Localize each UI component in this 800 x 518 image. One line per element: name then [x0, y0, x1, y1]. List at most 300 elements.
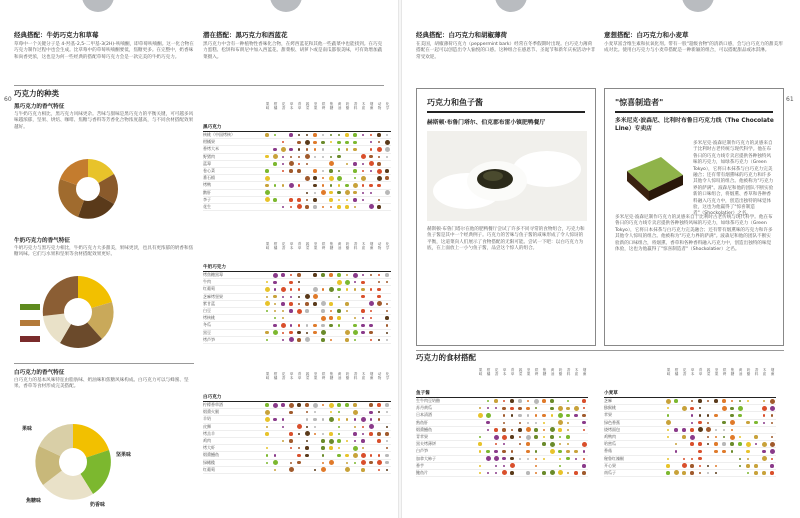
matrix-column-label: 蔬菜: [306, 242, 310, 250]
matrix-dot: [319, 175, 327, 182]
matrix-dot: [287, 466, 295, 473]
matrix-column-label: 动物: [378, 242, 382, 250]
matrix-dot: [351, 423, 359, 430]
matrix-dot: [295, 308, 303, 315]
matrix-dot: [375, 168, 383, 175]
matrix-dot: [476, 412, 484, 419]
divider: [14, 363, 194, 364]
matrix-dot: [752, 455, 760, 462]
caviar-photo: [427, 131, 587, 221]
matrix-dot: [271, 293, 279, 300]
matrix-column-label: 香料: [354, 242, 358, 250]
matrix-column-label: 焦糖: [731, 368, 735, 376]
page-number-left: 60: [4, 96, 12, 103]
matrix-dot: [383, 189, 391, 196]
matrix-dot: [359, 300, 367, 307]
matrix-dot: [367, 459, 375, 466]
matrix-dot: [508, 448, 516, 455]
matrix-dot: [327, 182, 335, 189]
matrix-dot: [359, 132, 367, 139]
milk-body: 牛奶巧克力与黑巧克力相比，牛奶巧克力大多甜美，果味更淡，也具有更浓郁的奶香和焦糖风味。它们与水果和坚果等食材搭配效果更好。: [14, 246, 194, 258]
white-body: 白巧克力的基本风味特征由脂肪味、奶油味和焦糖风味构成。白巧克力可以与蜂蜜、坚果、香草等食材形成完美搭配。: [14, 378, 189, 390]
matrix-dot: [311, 272, 319, 279]
matrix-dot: [263, 189, 271, 196]
page-tab-circle: [495, 0, 527, 12]
matrix-dot: [343, 336, 351, 343]
tip-classic-pairing-2: [416, 30, 596, 61]
matrix-dot: [367, 300, 375, 307]
matrix-dot: [383, 300, 391, 307]
matrix-dot: [508, 455, 516, 462]
matrix-dot: [327, 308, 335, 315]
matrix-dot: [303, 402, 311, 409]
matrix-dot: [335, 175, 343, 182]
matrix-row: [604, 470, 776, 477]
matrix-dot: [287, 160, 295, 167]
matrix-dot: [760, 469, 768, 476]
matrix-column-label: 黄油: [739, 368, 743, 376]
matrix-dot: [572, 441, 580, 448]
matrix-dot: [359, 272, 367, 279]
matrix-dot: [311, 459, 319, 466]
matrix-dot: [383, 203, 391, 210]
matrix-column-label: 奶酪: [346, 102, 350, 110]
matrix-dot: [319, 315, 327, 322]
matrix-dot: [327, 175, 335, 182]
matrix-dot: [311, 452, 319, 459]
matrix-dot: [564, 434, 572, 441]
matrix-dot: [319, 286, 327, 293]
matrix-dot: [532, 405, 540, 412]
matrix-dot: [351, 132, 359, 139]
matrix-dot: [383, 279, 391, 286]
matrix-dot: [279, 146, 287, 153]
matrix-dot: [375, 196, 383, 203]
matrix-dot: [375, 416, 383, 423]
matrix-dot: [375, 329, 383, 336]
matrix-column-label: 蔬菜: [306, 102, 310, 110]
matrix-dot: [383, 416, 391, 423]
matrix-dot: [375, 315, 383, 322]
book-spine: [398, 0, 402, 518]
matrix-column-label: 焦糖: [330, 372, 334, 380]
matrix-dot: [696, 448, 704, 455]
matrix-dot: [271, 336, 279, 343]
matrix-dot: [287, 132, 295, 139]
matrix-dot: [343, 445, 351, 452]
matrix-dot: [319, 293, 327, 300]
matrix-row-label: 红葡萄: [203, 466, 215, 472]
matrix-dot: [680, 469, 688, 476]
matrix-row-label: 烟熏火腿: [203, 409, 219, 415]
matrix-dot: [367, 132, 375, 139]
matrix-dot: [580, 462, 588, 469]
matrix-dot: [287, 438, 295, 445]
matrix-dot: [664, 448, 672, 455]
matrix-dot: [271, 300, 279, 307]
matrix-dot: [540, 462, 548, 469]
matrix-dot: [335, 329, 343, 336]
matrix-dot: [287, 315, 295, 322]
matrix-dot: [311, 139, 319, 146]
matrix-dot: [295, 182, 303, 189]
matrix-dot: [672, 455, 680, 462]
matrix-dot: [688, 419, 696, 426]
matrix-dot: [375, 452, 383, 459]
matrix-dot: [279, 315, 287, 322]
matrix-column-label: 香料: [354, 102, 358, 110]
matrix-dot: [279, 445, 287, 452]
matrix-dot: [263, 308, 271, 315]
matrix-dot: [484, 426, 492, 433]
matrix-dot: [680, 405, 688, 412]
matrix-dot: [319, 445, 327, 452]
matrix-row-label: 番石榴: [203, 175, 215, 181]
matrix-row-label: 紫甘蓝: [203, 300, 215, 306]
matrix-dot: [484, 398, 492, 405]
matrix-dot: [303, 286, 311, 293]
matrix-dot: [500, 469, 508, 476]
matrix-dot: [287, 153, 295, 160]
matrix-dot: [752, 419, 760, 426]
matrix-dot: [580, 434, 588, 441]
matrix-dot: [572, 462, 580, 469]
tip-body: 在美国，胡椒薄荷巧克力（peppermint bark）经常在冬季假期时出现。白巧克力薄荷搭配在一起可以创造出令人愉悦的口感。这种组合在感恩节、圣诞节和新年庆祝活动中非常受欢迎。: [416, 42, 596, 60]
matrix-dot: [712, 441, 720, 448]
matrix-dot: [327, 139, 335, 146]
matrix-dot: [335, 423, 343, 430]
matrix-dot: [524, 455, 532, 462]
matrix-dot: [704, 426, 712, 433]
matrix-dot: [768, 462, 776, 469]
matrix-column-label: 烟熏: [771, 368, 775, 376]
matrix-dot: [287, 300, 295, 307]
matrix-dot: [572, 448, 580, 455]
matrix-dot: [287, 452, 295, 459]
matrix-dot: [516, 419, 524, 426]
matrix-dot: [476, 398, 484, 405]
matrix-dot: [752, 448, 760, 455]
matrix-dot: [580, 426, 588, 433]
matrix-dot: [760, 455, 768, 462]
matrix-dot: [327, 315, 335, 322]
matrix-dot: [343, 329, 351, 336]
matrix-row-label: 核桃（中国烤核）: [203, 132, 235, 138]
matrix-dot: [383, 160, 391, 167]
matrix-dot: [367, 189, 375, 196]
matrix-header: [263, 240, 391, 262]
matrix-dot: [367, 466, 375, 473]
matrix-dot: [492, 448, 500, 455]
matrix-dot: [263, 438, 271, 445]
matrix-dot: [672, 398, 680, 405]
matrix-dot: [484, 434, 492, 441]
matrix-dot: [271, 322, 279, 329]
matrix-dot: [580, 469, 588, 476]
matrix-column-label: 果味: [266, 242, 270, 250]
matrix-row: [203, 337, 391, 344]
matrix-dot: [367, 175, 375, 182]
matrix-dot: [572, 412, 580, 419]
matrix-dot: [704, 469, 712, 476]
matrix-dot: [359, 175, 367, 182]
matrix-dot: [263, 139, 271, 146]
matrix-dot: [664, 469, 672, 476]
section-title: 巧克力的种类: [14, 89, 59, 98]
matrix-dot: [367, 329, 375, 336]
matrix-dot: [760, 419, 768, 426]
matrix-dot: [572, 405, 580, 412]
matrix-dot: [580, 405, 588, 412]
matrix-dot: [295, 146, 303, 153]
matrix-dot: [327, 272, 335, 279]
matrix-dot: [311, 438, 319, 445]
matrix-dot: [303, 466, 311, 473]
matrix-dot: [343, 293, 351, 300]
matrix-dot: [383, 153, 391, 160]
matrix-dot: [303, 272, 311, 279]
matrix-dot: [295, 466, 303, 473]
matrix-dot: [271, 329, 279, 336]
matrix-dot: [688, 398, 696, 405]
matrix-row-label: 鲍鱼片: [416, 469, 428, 475]
matrix-dot: [351, 196, 359, 203]
matrix-row-label: 柠檬香草酒: [203, 402, 223, 408]
matrix-dot: [383, 168, 391, 175]
matrix-dot: [760, 448, 768, 455]
matrix-dot: [484, 448, 492, 455]
matrix-dot: [279, 160, 287, 167]
matrix-dot: [311, 402, 319, 409]
matrix-column-label: 柑橘: [274, 102, 278, 110]
matrix-dot: [295, 416, 303, 423]
matrix-dot: [476, 469, 484, 476]
matrix-dot: [696, 441, 704, 448]
matrix-dot: [500, 412, 508, 419]
matrix-dot: [375, 438, 383, 445]
dark-chocolate-profile: [14, 102, 194, 131]
matrix-row-label: 烤焦糖黑莓: [203, 272, 223, 278]
matrix-dot: [271, 438, 279, 445]
matrix-dot: [311, 286, 319, 293]
matrix-dot: [720, 398, 728, 405]
matrix-dot: [303, 416, 311, 423]
matrix-dot: [768, 441, 776, 448]
matrix-row-label: 牛肉: [203, 279, 211, 285]
matrix-row-label: 香烤大米: [203, 146, 219, 152]
matrix-dot: [303, 182, 311, 189]
matrix-dot: [311, 132, 319, 139]
matrix-dot: [375, 182, 383, 189]
matrix-column-label: 柑橘: [274, 372, 278, 380]
matrix-dot: [760, 398, 768, 405]
matrix-dot: [720, 469, 728, 476]
matrix-dot: [271, 182, 279, 189]
matrix-dot: [696, 462, 704, 469]
matrix-dot: [335, 189, 343, 196]
matrix-dot: [311, 322, 319, 329]
matrix-column-label: 烘烤: [322, 242, 326, 250]
matrix-row-label: 香菇: [604, 448, 612, 454]
matrix-column-label: 黄油: [551, 368, 555, 376]
matrix-dot: [548, 469, 556, 476]
matrix-dot: [383, 182, 391, 189]
matrix-column-label: 香料: [755, 368, 759, 376]
matrix-dot: [351, 445, 359, 452]
matrix-dot: [327, 322, 335, 329]
matrix-dot: [564, 426, 572, 433]
matrix-dot: [311, 308, 319, 315]
matrix-dot: [295, 315, 303, 322]
matrix-dot: [375, 322, 383, 329]
wheel-label: 果味: [22, 426, 33, 432]
matrix-dot: [484, 405, 492, 412]
matrix-dot: [319, 409, 327, 416]
matrix-dot: [279, 300, 287, 307]
box-body: 赫斯顿·布鲁门塔尔在他的肥鸭餐厅尝试了许多不同寻常的食物组合，巧克力和鱼子酱是其中一个经典例子。巧克力的苦味与鱼子酱的咸味形成了令人惊讶的平衡，这道菜向人们展示了食物搭配的无限可能。尝试一下吧：以白巧克力为底，在上面放上一小勺鱼子酱，品尝这个惊人的组合。: [427, 227, 585, 252]
matrix-dot: [311, 445, 319, 452]
matrix-row-label: 烟熏鳗鱼: [416, 426, 432, 432]
matrix-row-label: 哈密瓜: [604, 441, 616, 447]
matrix-row-label: 烟熏鳗鱼: [203, 452, 219, 458]
matrix-dot: [335, 452, 343, 459]
matrix-row-label: 青苹果: [416, 434, 428, 440]
matrix-dot: [516, 412, 524, 419]
matrix-dot: [704, 455, 712, 462]
matrix-row-label: 秘鲁红辣椒: [604, 455, 624, 461]
matrix-dot: [311, 182, 319, 189]
matrix-row-label: 开心果: [604, 462, 616, 468]
matrix-dot: [311, 315, 319, 322]
matrix-dot: [343, 300, 351, 307]
matrix-dot: [672, 419, 680, 426]
matrix-dot: [508, 441, 516, 448]
box-subtitle: 多米尼克·波森尼、比利时布鲁日巧克力线（The Chocolate Line）专卖店: [615, 118, 774, 132]
matrix-column-label: 烟熏: [583, 368, 587, 376]
matrix-dot: [492, 455, 500, 462]
matrix-dot: [688, 469, 696, 476]
matrix-dot: [672, 426, 680, 433]
matrix-dot: [564, 462, 572, 469]
matrix-dot: [712, 434, 720, 441]
matrix-dot: [335, 459, 343, 466]
white-chocolate-profile: [14, 368, 194, 391]
matrix-dot: [335, 430, 343, 437]
matrix-dot: [492, 426, 500, 433]
matrix-dot: [476, 419, 484, 426]
matrix-dot: [484, 469, 492, 476]
matrix-dot: [672, 462, 680, 469]
matrix-dot: [532, 441, 540, 448]
matrix-header: [476, 366, 588, 388]
matrix-dot: [728, 398, 736, 405]
matrix-dot: [351, 160, 359, 167]
matrix-dot: [500, 462, 508, 469]
page-number-right: 61: [786, 96, 794, 103]
matrix-dot: [263, 322, 271, 329]
matrix-dot: [351, 402, 359, 409]
matrix-dot: [728, 405, 736, 412]
matrix-dot: [548, 448, 556, 455]
page-tab-circle: [270, 0, 302, 12]
matrix-dot: [287, 409, 295, 416]
matrix-dot: [263, 452, 271, 459]
matrix-column-label: 烟熏: [370, 102, 374, 110]
matrix-dot: [263, 402, 271, 409]
matrix-row-label: 柑橘果: [203, 139, 215, 145]
matrix-dot: [343, 409, 351, 416]
matrix-dot: [327, 153, 335, 160]
matrix-dot: [720, 448, 728, 455]
matrix-dot: [359, 423, 367, 430]
box-body-wrap: 多米尼克·波森尼制作巧克力的灵感来自于比利时古老传统与现代科学。他在布鲁日的巧克力线专卖店提供各种独特风味的巧克力，如绿茶巧克力（Green Tokyo），它将日本抹茶与白巧克力完美融合；还有带有烟熏味的巧克力和许多其他令人惊叹的组合。他被称为"巧克力界的萨满"。波森尼和他的团队不断实验新的口味组合，将烟熏、香草和各种香料融入巧克力中，创造出独特的味觉体验，这也为他赢得了"惊喜制造者"（Shockolatier）之名。: [693, 141, 774, 217]
matrix-dot: [311, 430, 319, 437]
matrix-dot: [704, 419, 712, 426]
matrix-dot: [367, 409, 375, 416]
matrix-dot: [524, 434, 532, 441]
matrix-dot: [375, 139, 383, 146]
matrix-dot: [704, 405, 712, 412]
matrix-row: [203, 392, 391, 402]
matrix-dot: [335, 445, 343, 452]
matrix-dot: [279, 329, 287, 336]
matrix-dot: [664, 462, 672, 469]
matrix-dot: [271, 279, 279, 286]
matrix-dot: [295, 272, 303, 279]
matrix-dot: [271, 168, 279, 175]
matrix-dot: [752, 434, 760, 441]
matrix-dot: [375, 189, 383, 196]
matrix-header: [263, 100, 391, 122]
matrix-dot: [271, 189, 279, 196]
matrix-dot: [484, 412, 492, 419]
matrix-column-label: 黄油: [338, 372, 342, 380]
matrix-dot: [303, 430, 311, 437]
matrix-dot: [263, 182, 271, 189]
pairing-section-title: 巧克力的食材搭配: [416, 353, 476, 362]
matrix-dot: [359, 168, 367, 175]
matrix-dot: [580, 455, 588, 462]
matrix-dot: [303, 203, 311, 210]
matrix-dot: [375, 279, 383, 286]
matrix-dot: [335, 279, 343, 286]
matrix-dot: [343, 272, 351, 279]
milk-flavor-wheel: [20, 262, 150, 362]
matrix-dot: [359, 445, 367, 452]
matrix-dot: [335, 293, 343, 300]
matrix-column-label: 烟熏: [370, 242, 374, 250]
matrix-dot: [580, 412, 588, 419]
page-tab-circle: [82, 0, 114, 12]
matrix-dot: [383, 175, 391, 182]
matrix-dot: [680, 455, 688, 462]
matrix-dot: [343, 322, 351, 329]
matrix-dot: [295, 329, 303, 336]
matrix-dot: [279, 430, 287, 437]
matrix-dot: [335, 466, 343, 473]
matrix-row-label: 牛奶巧克力: [203, 264, 226, 270]
matrix-dot: [343, 286, 351, 293]
matrix-dot: [548, 426, 556, 433]
matrix-dot: [736, 398, 744, 405]
matrix-column-label: 草本: [290, 102, 294, 110]
matrix-column-label: 青草: [298, 242, 302, 250]
matrix-dot: [564, 448, 572, 455]
matrix-dot: [279, 293, 287, 300]
matrix-dot: [335, 315, 343, 322]
matrix-dot: [263, 315, 271, 322]
matrix-dot: [319, 308, 327, 315]
